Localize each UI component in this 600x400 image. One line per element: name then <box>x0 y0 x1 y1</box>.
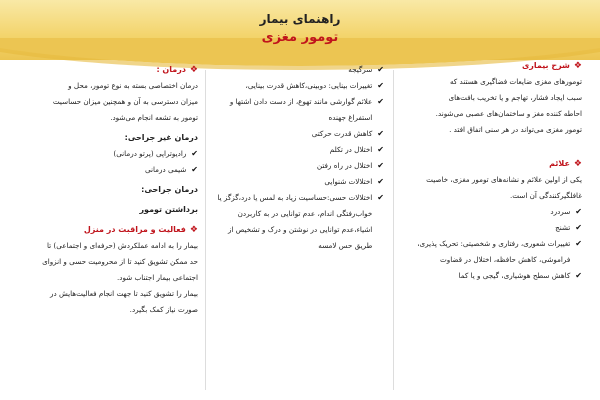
list-item: ✔ اختلالات حسی:حساسیت زیاد به لمس یا درد،گزگز یا خواب‌رفتگی اندام، عدم توانایی در به کاربردن اشیاء،عدم توانایی در نوشتن و درک و تشخیص از طریق حس لامسه <box>216 190 384 254</box>
symptoms-intro: یکی از اولین علائم و نشانه‌های تومور مغزی، خاصیت <box>426 175 582 184</box>
description-line: تومورهای مغزی ضایعات فضاگیری هستند که <box>449 77 582 86</box>
treatment-line: درمان اختصاصی بسته به نوع تومور، محل و <box>68 81 198 90</box>
list-item: ✔ اختلال در تکلم <box>216 142 384 158</box>
symptoms-intro: غافلگیرکنندگی آن است. <box>509 191 582 200</box>
home-care-line: اجتماعی بیمار اجتناب شود. <box>116 273 198 282</box>
list-item: ✔ اختلالات شنوایی <box>216 174 384 190</box>
list-item: ✔ شیمی درمانی <box>28 162 198 178</box>
star-icon: ❖ <box>573 159 582 169</box>
home-care-line: صورت نیاز کمک بگیرد. <box>129 305 198 314</box>
home-care-heading: ❖ فعالیت و مراقبت در منزل <box>28 222 198 238</box>
page-subtitle: تومور مغزی <box>261 30 339 45</box>
list-item: ✔ تشنج <box>402 220 582 236</box>
list-item: ✔ رادیوتراپی (پرتو درمانی) <box>28 146 198 162</box>
check-icon: ✔ <box>377 97 384 106</box>
check-icon: ✔ <box>377 129 384 138</box>
left-column <box>28 62 198 318</box>
list-item: ✔ سرگیجه <box>216 62 384 78</box>
treatment-line: تومور به تشعه انجام می‌شود. <box>110 113 198 122</box>
page-title: راهنمای بیمار <box>259 12 341 26</box>
check-icon: ✔ <box>191 149 198 158</box>
column-divider <box>393 70 394 390</box>
check-icon: ✔ <box>575 271 582 280</box>
star-icon: ❖ <box>189 225 198 235</box>
check-icon: ✔ <box>575 207 582 216</box>
middle-column <box>216 62 384 254</box>
description-line: احاطه کننده مغز و ساختمان‌های عصبی می‌شوند. <box>435 109 582 118</box>
list-item: ✔ تغییرات بینایی: دوبینی،کاهش قدرت بینایی، <box>216 78 384 94</box>
surgical-heading: درمان جراحی: <box>141 185 198 194</box>
treatment-line: میزان دسترسی به آن و همچنین میزان حساسیت <box>52 97 198 106</box>
home-care-line: حد ممکن تشویق کنید تا از محرومیت حسی و انزوای <box>42 257 198 266</box>
list-item: ✔ کاهش سطح هوشیاری، گیجی و یا کما <box>402 268 582 284</box>
right-column <box>402 58 582 284</box>
check-icon: ✔ <box>377 193 384 202</box>
star-icon: ❖ <box>189 65 198 75</box>
symptoms-heading: ❖ علائم <box>402 156 582 172</box>
description-heading: ❖ شرح بیماری <box>402 58 582 74</box>
check-icon: ✔ <box>377 177 384 186</box>
nonsurgical-heading: درمان غیر جراحی: <box>124 133 198 142</box>
description-line: تومور مغزی می‌تواند در هر سنی اتفاق افتد . <box>449 125 582 134</box>
check-icon: ✔ <box>377 81 384 90</box>
check-icon: ✔ <box>575 223 582 232</box>
star-icon: ❖ <box>573 61 582 71</box>
home-care-line: بیمار را تشویق کنید تا جهت انجام فعالیت‌هایش در <box>50 289 198 298</box>
column-divider <box>205 70 206 390</box>
description-line: سبب ایجاد فشار، تهاجم و یا تخریب بافت‌های <box>448 93 582 102</box>
list-item: ✔ کاهش قدرت حرکتی <box>216 126 384 142</box>
list-item: ✔ تغییرات شعوری، رفتاری و شخصیتی: تحریک پذیری، فراموشی، کاهش حافظه، اختلال در قضاوت <box>402 236 582 268</box>
home-care-line: بیمار را به ادامه عملکردش (حرفه‌ای و اجتماعی) تا <box>46 241 198 250</box>
check-icon: ✔ <box>191 165 198 174</box>
check-icon: ✔ <box>377 161 384 170</box>
check-icon: ✔ <box>377 65 384 74</box>
treatment-heading: ❖ درمان : <box>28 62 198 78</box>
list-item: ✔ اختلال در راه رفتن <box>216 158 384 174</box>
check-icon: ✔ <box>575 239 582 248</box>
list-item: ✔ سردرد <box>402 204 582 220</box>
surgical-text: برداشتن تومور <box>139 205 198 214</box>
check-icon: ✔ <box>377 145 384 154</box>
list-item: ✔ علائم گوارشی مانند تهوع، از دست دادن اشتها و استفراغ جهنده <box>216 94 384 126</box>
